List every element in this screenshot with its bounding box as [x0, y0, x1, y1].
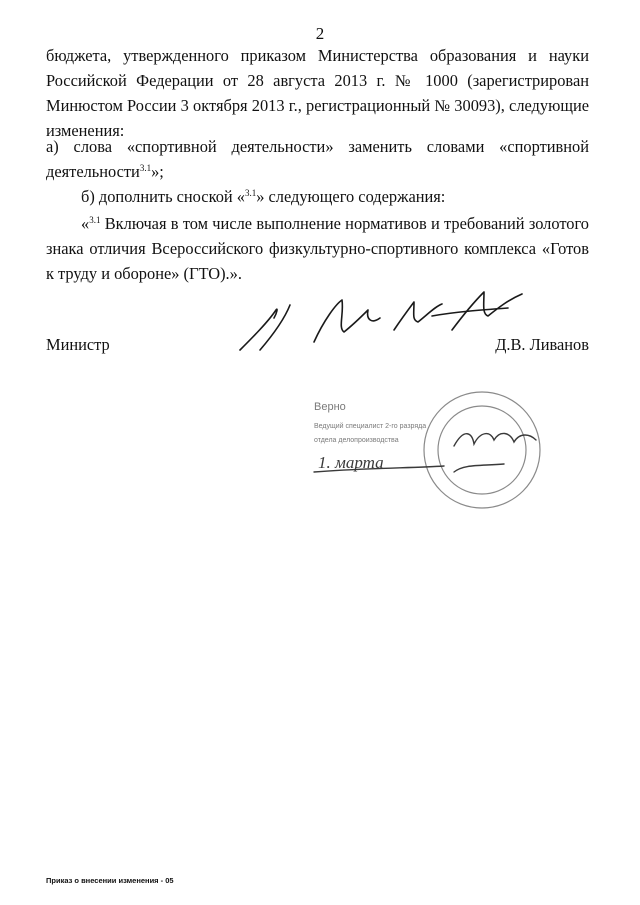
footnote-open-quote: « — [81, 214, 90, 233]
minister-title: Министр — [46, 335, 110, 354]
page-number: 2 — [315, 24, 325, 43]
stamp-heading: Верно — [314, 401, 346, 413]
change-b-text: б) дополнить сноской « — [81, 187, 245, 206]
document-footer: Приказ о внесении изменения - 05 — [46, 876, 174, 885]
stamp-date: 1. марта — [318, 453, 384, 472]
change-a-text: а) слова «спортивной деятельности» заменить словами «спортивной деятельности — [46, 137, 589, 181]
footnote-marker: 3.1 — [89, 215, 101, 225]
stamp-line-2: отдела делопроизводства — [314, 437, 399, 444]
stamp-line-1: Ведущий специалист 2-го разряда — [314, 423, 427, 430]
change-b-tail: » следующего содержания: — [256, 187, 446, 206]
footnote-body: Включая в том числе выполнение нормативов и требований золотого знака отличия Всероссийского физкультурно-спортивного комплекса «Готов к труду и обороне» (ГТО).». — [46, 214, 589, 283]
paragraph-change-b — [81, 184, 589, 209]
signature-block — [46, 333, 589, 357]
minister-name: Д.В. Ливанов — [495, 335, 589, 354]
footnote-marker: 3.1 — [139, 163, 152, 173]
change-a-tail: »; — [151, 162, 164, 181]
paragraph-footnote-text — [46, 211, 589, 286]
certification-stamp — [304, 388, 544, 518]
paragraph-change-a — [46, 134, 589, 184]
paragraph-intro: бюджета, утвержденного приказом Министерства образования и науки Российской Федерации от 28 августа 2013 г. № 1000 (зарегистрирован Минюстом России 3 октября 2013 г., регистрационный № 30093), следующие изменения: — [46, 46, 589, 140]
footnote-marker: 3.1 — [244, 188, 257, 198]
